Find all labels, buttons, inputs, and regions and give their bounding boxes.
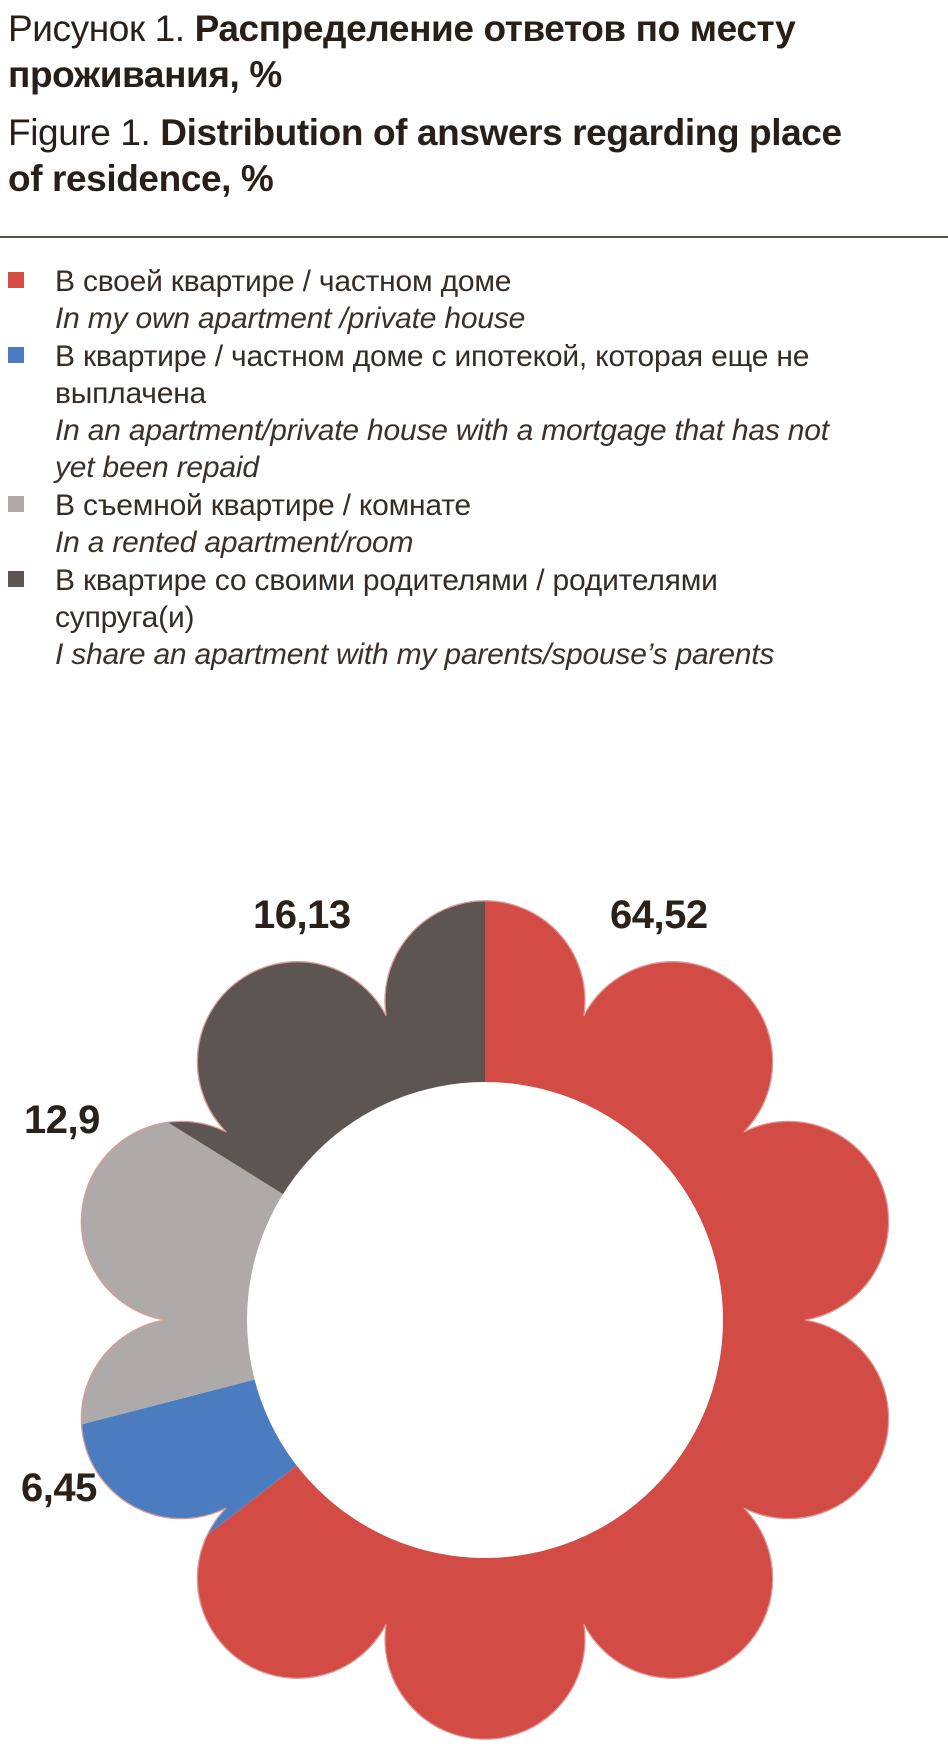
legend-label-en: I share an apartment with my parents/spouse’s parents (55, 638, 775, 671)
legend-label-en: In my own apartment /private house (55, 302, 526, 335)
donut-hole (247, 1082, 723, 1558)
legend-label-en: In a rented apartment/room (55, 526, 414, 559)
legend-label-ru: В квартире со своими родителями / родителями супруга(и) (55, 564, 718, 634)
legend-label-ru: В квартире / частном доме с ипотекой, которая еще не выплачена (55, 340, 810, 410)
value-label-mortgage: 6,45 (21, 1466, 97, 1510)
legend-label-en: In an apartment/private house with a mortgage that has not yet been repaid (55, 414, 829, 484)
figure-title-en-text: Distribution of answers regarding place of residence, % (8, 112, 842, 199)
value-label-rented: 12,9 (24, 1098, 100, 1142)
legend-label-ru: В своей квартире / частном доме (55, 265, 512, 298)
figure-title-ru-text: Распределение ответов по месту проживания, % (8, 8, 796, 95)
value-label-with-parents: 16,13 (253, 893, 351, 937)
figure-number-en: Figure 1. (8, 112, 161, 153)
legend-label-ru: В съемной квартире / комнате (55, 489, 471, 522)
value-label-own-apartment: 64,52 (610, 893, 708, 937)
figure-number-ru: Рисунок 1. (8, 8, 195, 49)
